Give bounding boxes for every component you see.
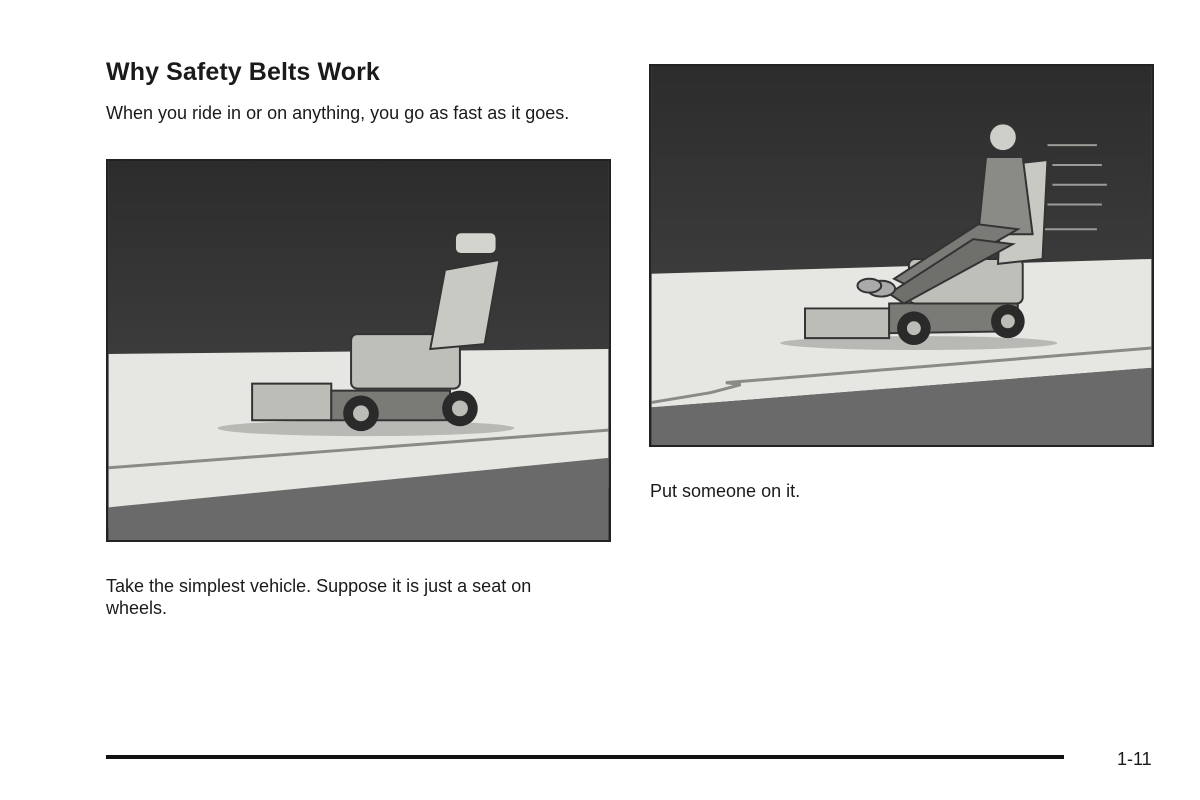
person-seat-drawing [651, 66, 1152, 445]
page-number: 1-11 [1117, 749, 1152, 769]
footer-rule [106, 755, 1064, 759]
empty-seat-drawing [108, 161, 609, 540]
illustration-empty-seat-on-wheels [106, 159, 611, 542]
illustration-person-on-seat [649, 64, 1154, 447]
section-heading: Why Safety Belts Work [106, 58, 380, 86]
put-someone-paragraph: Put someone on it. [650, 481, 801, 501]
intro-paragraph: When you ride in or on anything, you go as fast as it goes. [106, 103, 570, 123]
simplest-vehicle-paragraph: Take the simplest vehicle. Suppose it is just a seat on wheels. [106, 576, 532, 618]
